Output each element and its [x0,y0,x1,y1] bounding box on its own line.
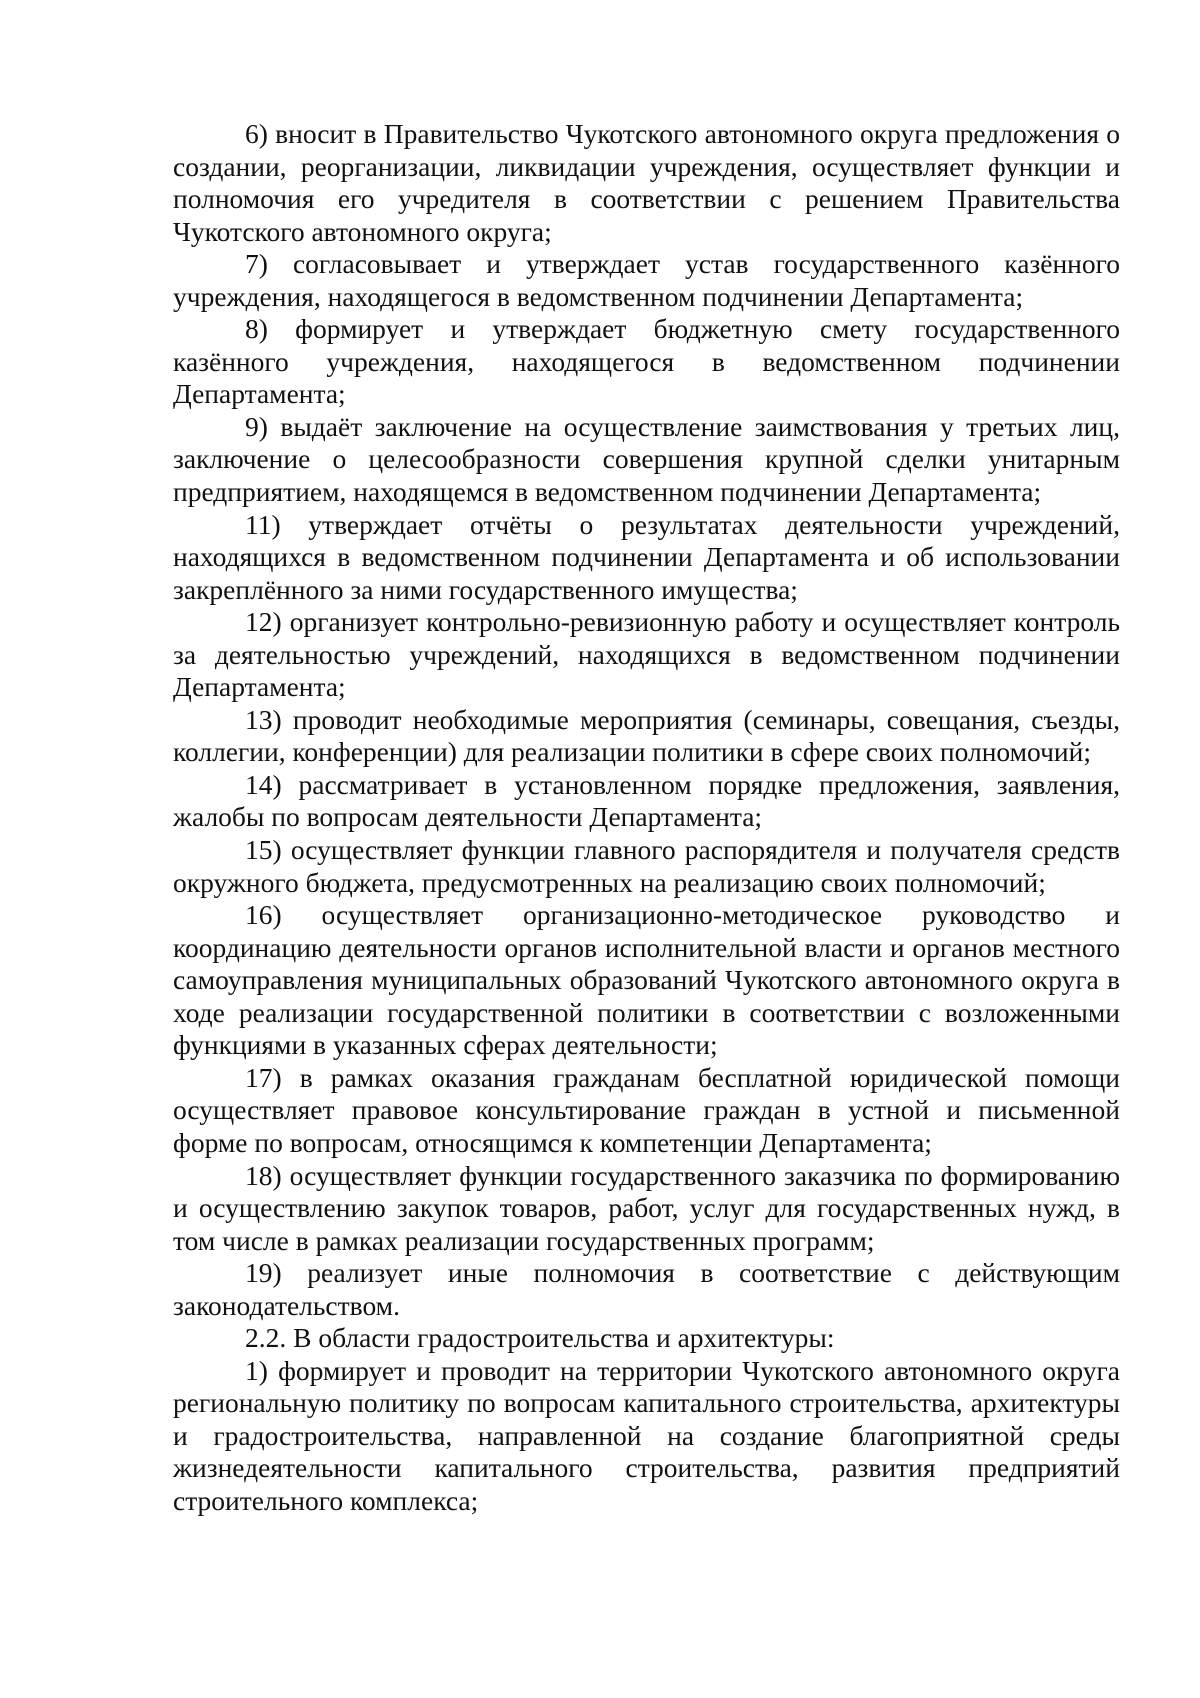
paragraph-item-19: 19) реализует иные полномочия в соответствие с действующим законодательством. [173,1257,1120,1321]
paragraph-item-16: 16) осуществляет организационно-методическое руководство и координацию деятельности органов исполнительной власти и органов местного самоуправления муниципальных образований Чукотского автономного округа в ходе реализации государственной политики в соответствии с возложенными функциями в указанных сферах деятельности; [173,899,1120,1061]
paragraph-item-11: 11) утверждает отчёты о результатах деятельности учреждений, находящихся в ведомственном подчинении Департамента и об использовании закреплённого за ними государственного имущества; [173,508,1120,605]
paragraph-item-14: 14) рассматривает в установленном порядке предложения, заявления, жалобы по вопросам деятельности Департамента; [173,768,1120,833]
paragraph-item-12: 12) организует контрольно-ревизионную работу и осуществляет контроль за деятельностью учреждений, находящихся в ведомственном подчинении Департамента; [173,606,1120,703]
paragraph-item-9: 9) выдаёт заключение на осуществление заимствования у третьих лиц, заключение о целесообразности совершения крупной сделки унитарным предприятием, находящемся в ведомственном подчинении Департамента; [173,410,1120,508]
paragraph-item-15: 15) осуществляет функции главного распорядителя и получателя средств окружного бюджета, предусмотренных на реализацию своих полномочий; [173,834,1120,898]
paragraph-item-17: 17) в рамках оказания гражданам бесплатной юридической помощи осуществляет правовое консультирование граждан в устной и письменной форме по вопросам, относящимся к компетенции Департамента; [173,1061,1120,1158]
paragraph-item-2-2-1: 1) формирует и проводит на территории Чукотского автономного округа региональную политику по вопросам капитального строительства, архитектуры и градостроительства, направленной на создание благоприятной среды жизнедеятельности капитального строительства, развития предприятий строительного комплекса; [173,1354,1120,1516]
paragraph-item-18: 18) осуществляет функции государственного заказчика по формированию и осуществлению закупок товаров, работ, услуг для государственных нужд, в том числе в рамках реализации государственных программ; [173,1159,1120,1256]
section-heading-2-2: 2.2. В области градостроительства и архитектуры: [245,1322,835,1354]
paragraph-item-7: 7) согласовывает и утверждает устав государственного казённого учреждения, находящегося в ведомственном подчинении Департамента; [173,248,1120,312]
paragraph-item-8: 8) формирует и утверждает бюджетную смету государственного казённого учреждения, находящегося в ведомственном подчинении Департамента; [173,313,1120,410]
paragraph-item-13: 13) проводит необходимые мероприятия (семинары, совещания, съезды, коллегии, конференции) для реализации политики в сфере своих полномочий; [173,703,1120,768]
paragraph-item-6: 6) вносит в Правительство Чукотского автономного округа предложения о создании, реорганизации, ликвидации учреждения, осуществляет функции и полномочия его учредителя в соответствии с решением Правительства Чукотского автономного округа; [173,118,1120,247]
document-page [173,118,1120,1518]
